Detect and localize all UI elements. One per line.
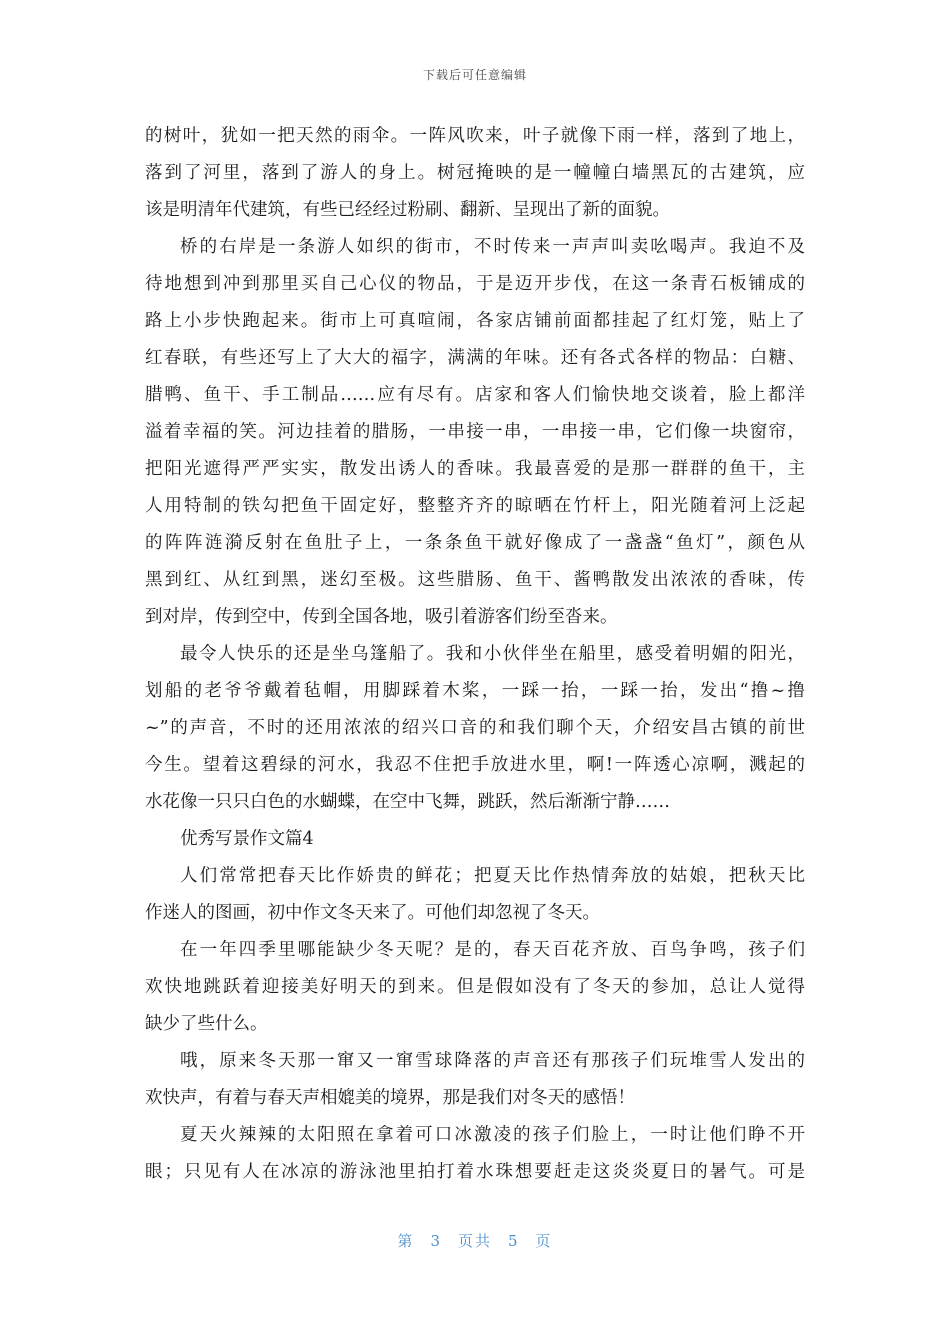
text-line: 今生。望着这碧绿的河水，我忍不住把手放进水里，啊!一阵透心凉啊，溅起的: [145, 755, 805, 775]
text-line: 水花像一只只白色的水蝴蝶，在空中飞舞，跳跃，然后渐渐宁静……: [145, 792, 670, 812]
footer-current-page: 3: [430, 1232, 442, 1250]
text-line: 该是明清年代建筑，有些已经经过粉刷、翻新、呈现出了新的面貌。: [145, 200, 670, 220]
text-line: 溢着幸福的笑。河边挂着的腊肠，一串接一串，一串接一串，它们像一块窗帘，: [145, 422, 805, 442]
footer-total-pages: 5: [508, 1232, 520, 1250]
text-line: 哦，原来冬天那一窜又一窜雪球降落的声音还有那孩子们玩堆雪人发出的: [180, 1051, 805, 1071]
text-line: 人用特制的铁勾把鱼干固定好，整整齐齐的晾晒在竹杆上，阳光随着河上泛起: [145, 496, 805, 516]
text-line: 黑到红、从红到黑，迷幻至极。这些腊肠、鱼干、酱鸭散发出浓浓的香味，传: [145, 570, 805, 590]
text-line: 最令人快乐的还是坐乌篷船了。我和小伙伴坐在船里，感受着明媚的阳光，: [180, 644, 805, 664]
text-line: 红春联，有些还写上了大大的福字，满满的年味。还有各式各样的物品：白糖、: [145, 348, 805, 368]
text-line: 待地想到冲到那里买自己心仪的物品，于是迈开步伐，在这一条青石板铺成的: [145, 274, 805, 294]
page-header: 下载后可任意编辑: [422, 68, 527, 82]
footer-suffix: 页: [535, 1232, 553, 1250]
text-line: 桥的右岸是一条游人如织的街市，不时传来一声声叫卖吆喝声。我迫不及: [180, 237, 805, 257]
text-line: 眼；只见有人在冰凉的游泳池里拍打着水珠想要赶走这炎炎夏日的暑气。可是: [145, 1162, 805, 1182]
text-line: 到对岸，传到空中，传到全国各地，吸引着游客们纷至沓来。: [145, 607, 618, 627]
body-text: [145, 118, 805, 1191]
text-line: 夏天火辣辣的太阳照在拿着可口冰激凌的孩子们脸上，一时让他们睁不开: [180, 1125, 805, 1145]
text-line: ~”的声音，不时的还用浓浓的绍兴口音的和我们聊个天，介绍安昌古镇的前世: [145, 718, 805, 738]
text-line: 落到了河里，落到了游人的身上。树冠掩映的是一幢幢白墙黑瓦的古建筑，应: [145, 163, 805, 183]
text-line: 人们常常把春天比作娇贵的鲜花；把夏天比作热情奔放的姑娘，把秋天比: [180, 866, 805, 886]
text-line: 划船的老爷爷戴着毡帽，用脚踩着木桨，一踩一抬，一踩一抬，发出“撸~撸: [145, 681, 805, 701]
footer-middle: 页共: [457, 1232, 492, 1250]
text-line: 缺少了些什么。: [145, 1014, 268, 1034]
footer-prefix: 第: [397, 1232, 415, 1250]
text-line: 在一年四季里哪能缺少冬天呢？是的，春天百花齐放、百鸟争鸣，孩子们: [180, 940, 805, 960]
text-line: 的阵阵涟漪反射在鱼肚子上，一条条鱼干就好像成了一盏盏“鱼灯”，颜色从: [145, 533, 806, 553]
text-line: 腊鸭、鱼干、手工制品……应有尽有。店家和客人们愉快地交谈着，脸上都洋: [145, 385, 805, 405]
text-line: 的树叶，犹如一把天然的雨伞。一阵风吹来，叶子就像下雨一样，落到了地上，: [145, 126, 805, 146]
text-line: 优秀写景作文篇4: [180, 829, 314, 849]
page-footer: [0, 1230, 950, 1251]
text-line: 把阳光遮得严严实实，散发出诱人的香味。我最喜爱的是那一群群的鱼干，主: [145, 459, 805, 479]
text-line: 欢快地跳跃着迎接美好明天的到来。但是假如没有了冬天的参加，总让人觉得: [145, 977, 805, 997]
text-line: 路上小步快跑起来。街市上可真喧闹，各家店铺前面都挂起了红灯笼，贴上了: [145, 311, 805, 331]
text-line: 欢快声，有着与春天声相媲美的境界，那是我们对冬天的感悟！: [145, 1088, 635, 1108]
text-line: 作迷人的图画，初中作文冬天来了。可他们却忽视了冬天。: [145, 903, 600, 923]
